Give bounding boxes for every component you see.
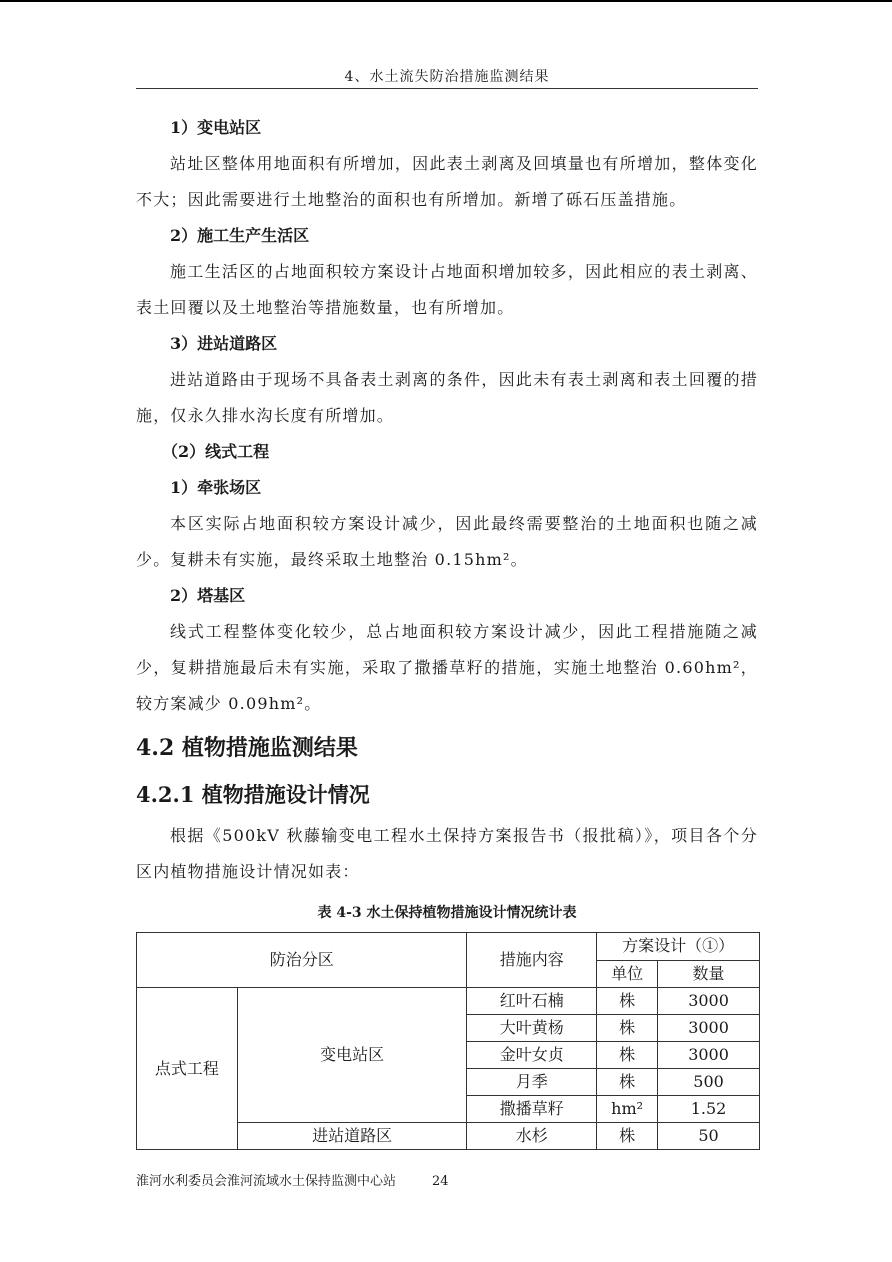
unit-cell: hm² bbox=[597, 1096, 658, 1123]
running-header: 4、水土流失防治措施监测结果 bbox=[344, 69, 550, 85]
header-qty: 数量 bbox=[658, 960, 760, 988]
subsection-title: 2）塔基区 bbox=[170, 586, 246, 605]
paragraph: 根据《500kV 秋藤输变电工程水土保持方案报告书（报批稿）》，项目各个分区内植物措施设计情况如表： bbox=[136, 826, 758, 881]
unit-cell: 株 bbox=[597, 988, 658, 1015]
unit-cell: 株 bbox=[597, 1123, 658, 1150]
qty-cell: 50 bbox=[658, 1123, 760, 1150]
header-rule bbox=[136, 88, 758, 89]
measure-cell: 红叶石楠 bbox=[467, 988, 597, 1015]
page-top-border bbox=[0, 0, 892, 2]
section-title: （2）线式工程 bbox=[162, 442, 270, 461]
qty-cell: 3000 bbox=[658, 988, 760, 1015]
measure-cell: 月季 bbox=[467, 1069, 597, 1096]
zone-cell: 变电站区 bbox=[237, 988, 467, 1123]
unit-cell: 株 bbox=[597, 1069, 658, 1096]
page-content bbox=[136, 110, 758, 1150]
unit-cell: 株 bbox=[597, 1015, 658, 1042]
plant-measures-table bbox=[136, 932, 760, 1150]
subsection-title: 1）牵张场区 bbox=[170, 478, 262, 497]
page-footer bbox=[136, 1170, 449, 1189]
paragraph: 施工生活区的占地面积较方案设计占地面积增加较多，因此相应的表土剥离、表土回覆以及土地整治等措施数量，也有所增加。 bbox=[136, 262, 758, 317]
qty-cell: 3000 bbox=[658, 1042, 760, 1069]
paragraph: 本区实际占地面积较方案设计减少，因此最终需要整治的土地面积也随之减少。复耕未有实施，最终采取土地整治 0.15hm²。 bbox=[136, 514, 758, 569]
header-unit: 单位 bbox=[597, 960, 658, 988]
measure-cell: 大叶黄杨 bbox=[467, 1015, 597, 1042]
subsection-title: 2）施工生产生活区 bbox=[170, 226, 310, 245]
table-header-row bbox=[137, 933, 760, 961]
heading-4-2-1: 4.2.1 植物措施设计情况 bbox=[136, 782, 370, 807]
qty-cell: 3000 bbox=[658, 1015, 760, 1042]
unit-cell: 株 bbox=[597, 1042, 658, 1069]
measure-cell: 撒播草籽 bbox=[467, 1096, 597, 1123]
header-plan: 方案设计（①） bbox=[597, 933, 760, 961]
paragraph: 站址区整体用地面积有所增加，因此表土剥离及回填量也有所增加，整体变化不大；因此需要进行土地整治的面积也有所增加。新增了砾石压盖措施。 bbox=[136, 154, 758, 209]
header-measure: 措施内容 bbox=[467, 933, 597, 988]
paragraph: 线式工程整体变化较少，总占地面积较方案设计减少，因此工程措施随之减少，复耕措施最后未有实施，采取了撒播草籽的措施，实施土地整治 0.60hm²，较方案减少 0.09hm²。 bbox=[136, 622, 758, 713]
page-number: 24 bbox=[432, 1174, 449, 1189]
table-row bbox=[137, 988, 760, 1015]
heading-4-2: 4.2 植物措施监测结果 bbox=[136, 735, 358, 761]
measure-cell: 水杉 bbox=[467, 1123, 597, 1150]
subsection-title: 3）进站道路区 bbox=[170, 334, 278, 353]
paragraph: 进站道路由于现场不具备表土剥离的条件，因此未有表土剥离和表土回覆的措施，仅永久排水沟长度有所增加。 bbox=[136, 370, 758, 425]
qty-cell: 1.52 bbox=[658, 1096, 760, 1123]
group-cell: 点式工程 bbox=[137, 988, 238, 1150]
footer-organization: 淮河水利委员会淮河流域水土保持监测中心站 bbox=[136, 1174, 397, 1189]
qty-cell: 500 bbox=[658, 1069, 760, 1096]
zone-cell: 进站道路区 bbox=[237, 1123, 467, 1150]
measure-cell: 金叶女贞 bbox=[467, 1042, 597, 1069]
table-caption: 表 4-3 水土保持植物措施设计情况统计表 bbox=[317, 905, 577, 921]
subsection-title: 1）变电站区 bbox=[170, 118, 262, 137]
header-zone: 防治分区 bbox=[137, 933, 467, 988]
